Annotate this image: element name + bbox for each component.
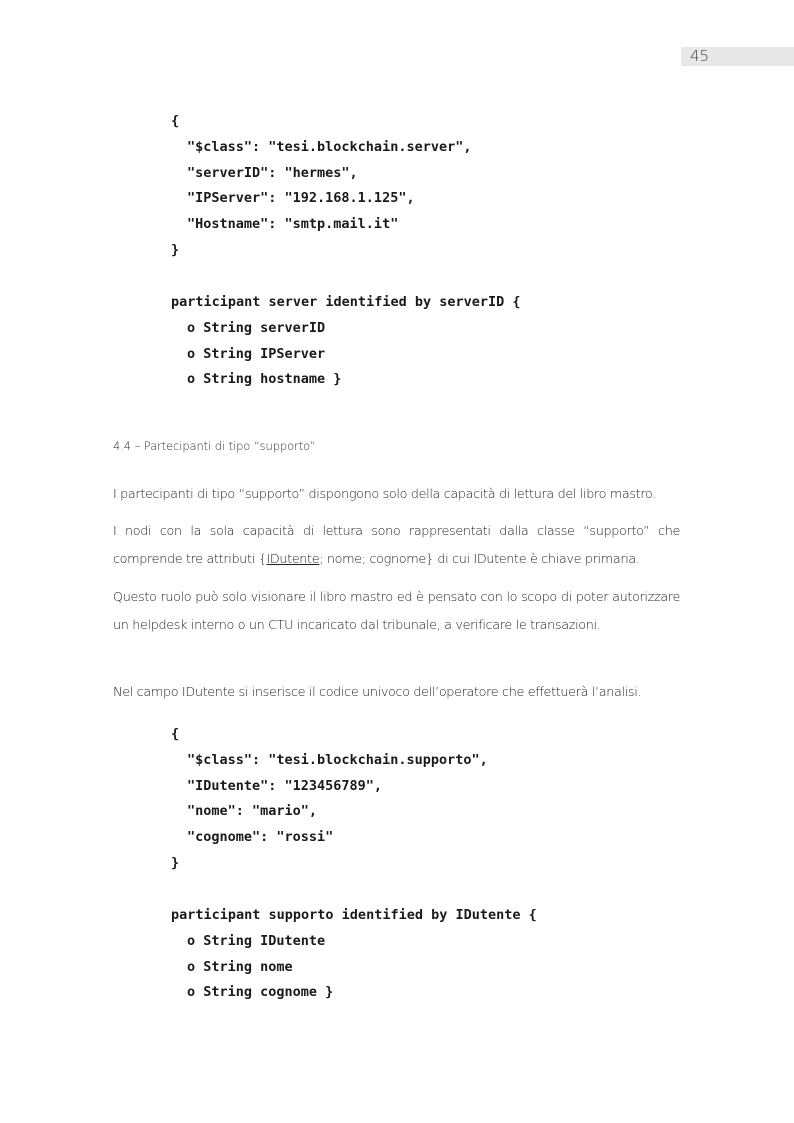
code-line: participant supporto identified by IDutente { <box>171 907 537 923</box>
code-line: o String serverID <box>187 319 326 336</box>
code-line: "nome": "mario", <box>187 803 318 820</box>
code-line: "IPServer": "192.168.1.125", <box>187 190 415 207</box>
code-line: "IDutente": "123456789", <box>187 777 383 794</box>
paragraph-text: ; nome; cognome} di cui IDutente è chiave primaria. <box>319 552 640 567</box>
code-line: "Hostname": "smtp.mail.it" <box>187 216 399 233</box>
code-block-server-participant <box>171 290 521 393</box>
code-line: o String IPServer <box>187 345 326 362</box>
paragraph: Questo ruolo può solo visionare il libro mastro ed è pensato con lo scopo di poter autorizzare un helpdesk interno o un CTU incaricato dal tribunale, a verificare le transazioni. <box>113 590 680 633</box>
page-number: 45 <box>690 47 710 65</box>
paragraph <box>113 518 680 574</box>
code-line: { <box>171 113 180 129</box>
code-block-supporto-participant <box>171 903 537 1006</box>
code-line: { <box>171 726 180 742</box>
code-block-server-json <box>171 109 471 264</box>
paragraph: I partecipanti di tipo “supporto” dispongono solo della capacità di lettura del libro mastro. <box>113 487 657 502</box>
code-line: participant server identified by serverID { <box>171 294 521 310</box>
paragraph: Nel campo IDutente si inserisce il codice univoco dell’operatore che effettuerà l’analisi. <box>113 685 642 700</box>
primary-key-term: IDutente <box>266 552 320 567</box>
section-heading: 4.4 – Partecipanti di tipo “supporto” <box>113 439 316 453</box>
code-line: o String cognome } <box>187 984 334 1001</box>
code-line: o String IDutente <box>187 932 326 949</box>
code-line: } <box>171 854 180 871</box>
code-line: } <box>171 241 180 258</box>
code-line: "$class": "tesi.blockchain.server", <box>187 138 472 155</box>
code-line: "serverID": "hermes", <box>187 164 358 181</box>
code-line: "$class": "tesi.blockchain.supporto", <box>187 751 488 768</box>
code-line: o String nome <box>187 958 293 975</box>
code-block-supporto-json <box>171 722 488 877</box>
code-line: "cognome": "rossi" <box>187 829 334 846</box>
code-line: o String hostname } <box>187 371 342 388</box>
paragraph-text: I nodi con la sola capacità di lettura sono rappresentati dalla classe “supporto” che comprende tre attributi { <box>113 524 680 567</box>
